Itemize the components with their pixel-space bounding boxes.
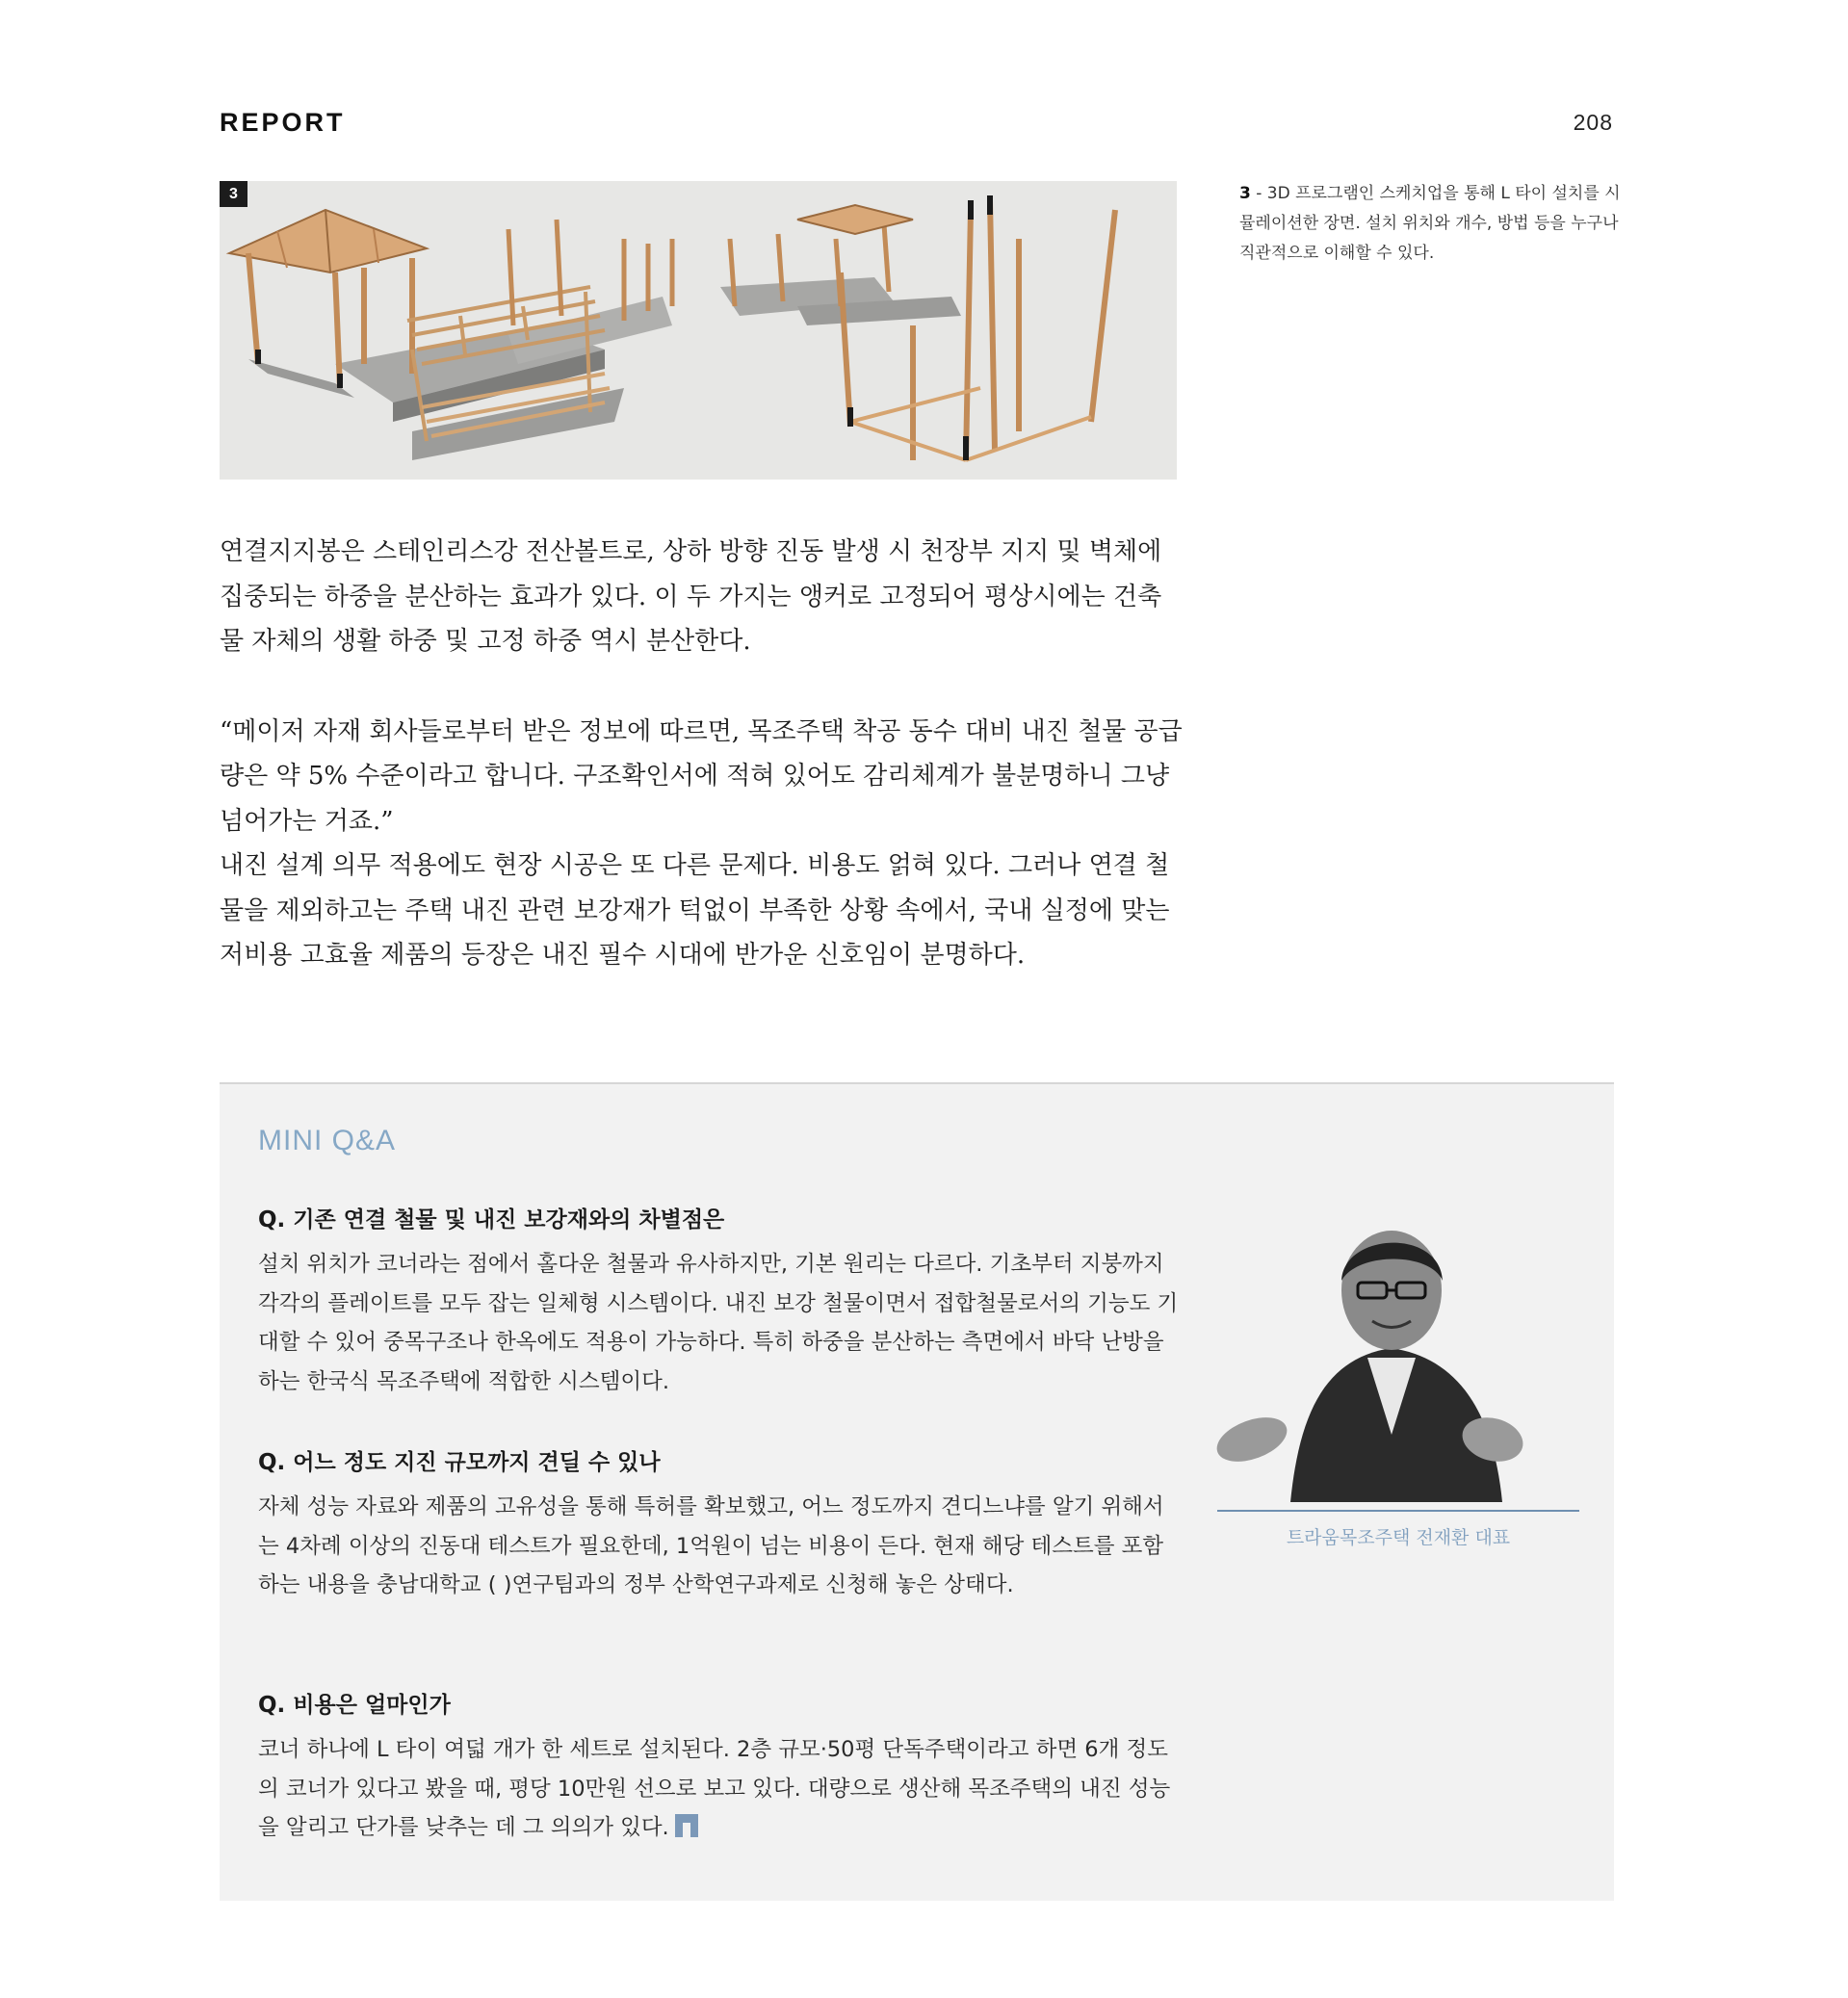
end-mark-icon [675,1814,698,1837]
qa-answer-wrap [258,1730,1183,1848]
article-body [220,530,1183,978]
qa-title: MINI Q&A [258,1125,397,1156]
figure-caption [1239,179,1625,269]
qa-question: Q. 기존 연결 철물 및 내진 보강재와의 차별점은 [258,1207,725,1233]
qa-answer: 설치 위치가 코너라는 점에서 홀다운 철물과 유사하지만, 기본 원리는 다르다. 기초부터 지붕까지 각각의 플레이트를 모두 잡는 일체형 시스템이다. 내진 보강 철물이면서 접합철물로서의 기능도 기대할 수 있어 중목구조나 한옥에도 적용이 가능하다. 특히 하중을 분산하는 측면에서 바닥 난방을 하는 한국식 목조주택에 적합한 시스템이다. [258,1252,1179,1394]
figure-number-badge: 3 [220,181,247,207]
qa-item-1 [258,1202,1183,1401]
qa-item-3 [258,1687,1183,1848]
body-quote: “메이저 자재 회사들로부터 받은 정보에 따르면, 목조주택 착공 동수 대비 내진 철물 공급량은 약 5% 수준이라고 합니다. 구조확인서에 적혀 있어도 감리체계가 불분명하니 그냥 넘어가는 거죠.” [220,716,1183,836]
qa-answer: 코너 하나에 L 타이 여덟 개가 한 세트로 설치된다. 2층 규모·50평 단독주택이라고 하면 6개 정도의 코너가 있다고 봤을 때, 평당 10만원 선으로 보고 있다. 대량으로 생산해 목조주택의 내진 성능을 알리고 단가를 낮추는 데 그 의의가 있다. [258,1737,1171,1840]
qa-question: Q. 비용은 얼마인가 [258,1693,451,1718]
figure-3d-frame-illustration [220,181,1177,480]
section-label: REPORT [220,108,346,137]
page-number: 208 [1573,110,1613,135]
qa-question: Q. 어느 정도 지진 규모까지 견딜 수 있나 [258,1450,661,1475]
caption-number: 3 [1239,184,1251,203]
timber-frame-render [220,181,1177,480]
qa-answer: 자체 성능 자료와 제품의 고유성을 통해 특허를 확보했고, 어느 정도까지 견디느냐를 알기 위해서는 4차례 이상의 진동대 테스트가 필요한데, 1억원이 넘는 비용이 든다. 현재 해당 테스트를 포함하는 내용을 충남대학교 ( )연구팀과의 정부 산학연구과제로 신청해 놓은 상태다. [258,1494,1164,1597]
interviewee-portrait [1213,1213,1575,1512]
qa-item-2 [258,1444,1183,1605]
caption-text: - 3D 프로그램인 스케치업을 통해 L 타이 설치를 시뮬레이션한 장면. 설치 위치와 개수, 방법 등을 누구나 직관적으로 이해할 수 있다. [1239,184,1621,263]
body-paragraph-1: 연결지지봉은 스테인리스강 전산볼트로, 상하 방향 진동 발생 시 천장부 지지 및 벽체에 집중되는 하중을 분산하는 효과가 있다. 이 두 가지는 앵커로 고정되어 평상시에는 건축물 자체의 생활 하중 및 고정 하중 역시 분산한다. [220,537,1162,656]
portrait-image [1213,1213,1575,1512]
portrait-divider [1217,1510,1579,1512]
body-paragraph-2: 내진 설계 의무 적용에도 현장 시공은 또 다른 문제다. 비용도 얽혀 있다. 그러나 연결 철물을 제외하고는 주택 내진 관련 보강재가 턱없이 부족한 상황 속에서, 국내 실정에 맞는 저비용 고효율 제품의 등장은 내진 필수 시대에 반가운 신호임이 분명하다. [220,851,1170,970]
portrait-caption: 트라움목조주택 전재환 대표 [1286,1527,1511,1548]
